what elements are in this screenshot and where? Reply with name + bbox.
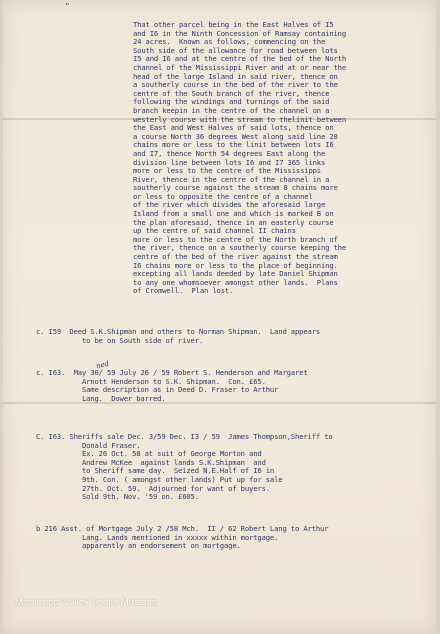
entry-sheriffs-sale: C. I63. Sheriffs sale Dec. 3/59 Dec. I3 / 59 James Thompson,Sheriff to Donald Fraser. Ex. 26 Oct. 58 at suit of George Morton and Andrew McKee against lands S.K.Shipman and to Sheriff same day. Seized N.E.Half of I6 in 9th. Con. ( amongst other lands) Put up for sale 27th. Oct. 59. Adjourned for want of buyers. Sold 9th. Nov. '59 on. £605. bbox=[36, 432, 333, 502]
museum-watermark: Mississippi Valley Textile Museum bbox=[15, 597, 158, 608]
parcel-description: That other parcel being in the East Halves of I5 and I6 in the Ninth Concession of Ramsay containing 24 acres. Known as follows, commencing on the South side of the allowance for road between lots I5 and I6 and at the centre of the bed of the North channel of the Mississippi River and at or near the head of the large Island in said river, thence on a southerly course in the bed of the river to the centre of the South branch of the river, thence following the windings and turnings of the said branch keepin in the centre of the channel on a westerly course with the stream to thelinit between the East and West Halves of said lots, thence on a course North 36 degrees West along said line 20 chains more or less to the linit between lots I6 and I7, thence North 54 degrees East along the division line between lots I6 and I7 365 links more or less to the centre of the Mississippi River, thence in the centre of the channel in a southerly course against the stream 8 chains more or less to opposite the centre of a channel of the river which divides the aforesaid large Island from a small one and which is marked B on the plan aforesaid, thence in an easterly course up the centre of said channel II chains more or less to the centre of the North branch of the river, thence on a southerly course keeping the centre of the bed of the river against the stream I6 chains more or less to the place of beginning. excepting all lands deeded by late Daniel Shipman to any one whomsoever amongst other lands. Plans of Cromwell. Plan lost. bbox=[133, 20, 347, 296]
entry-assignment-of-mortgage: b 216 Asst. of Mortgage July 2 /58 Mch. II / 62 Robert Lang to Arthur Lang. Lands mentioned in xxxxx within mortgage. apparently an endorsement on mortgage. bbox=[36, 524, 329, 551]
corner-mark: " bbox=[65, 2, 70, 11]
handwritten-mark: ned bbox=[95, 359, 110, 371]
document-page bbox=[3, 0, 436, 634]
entry-deed-c159: c. I59 Deed S.K.Shipman and others to Norman Shipman. Land appears to be on South side of river. bbox=[36, 327, 321, 345]
entry-deed-c163: c. I63. May 30/ 59 July 26 / 59 Robert S. Henderson and Margaret Arnott Henderson to S.K. Shipman. Con. £65. Same description as in Deed D. Fraser to Arthur Lang. Dower barred. bbox=[36, 368, 308, 403]
